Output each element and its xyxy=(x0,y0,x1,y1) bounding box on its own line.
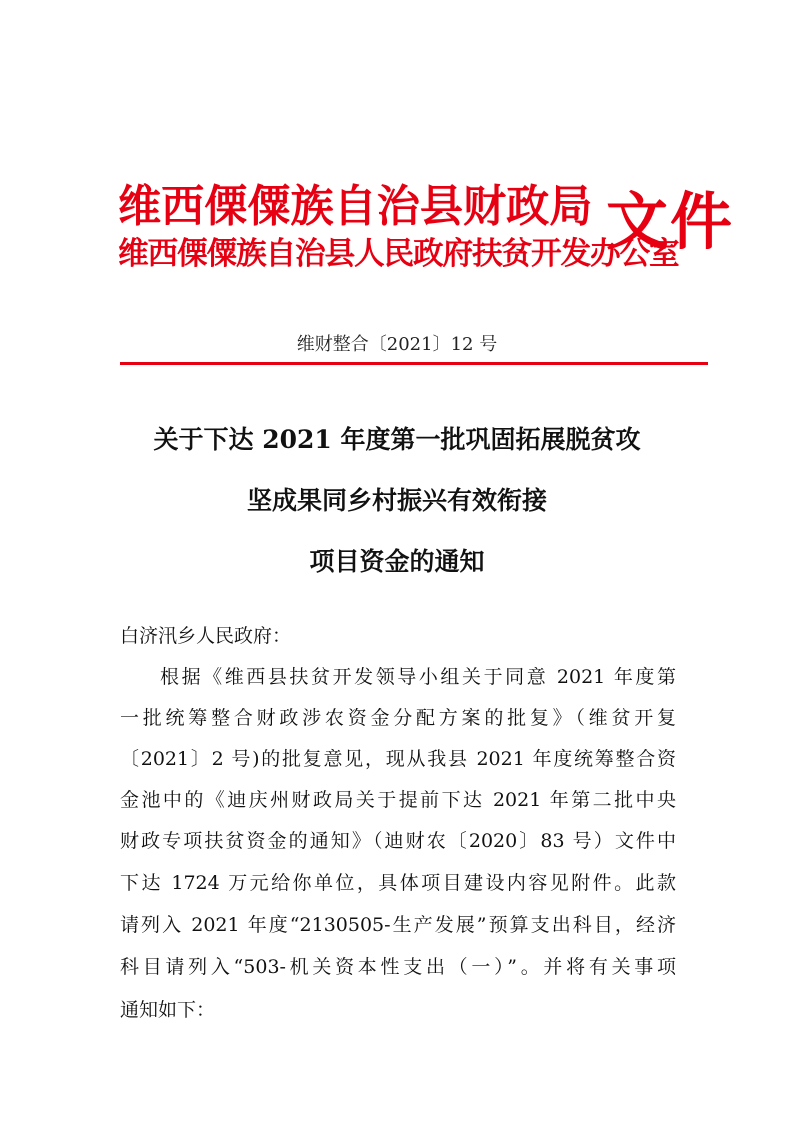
body-line: 请列入 2021 年度“2130505-生产发展”预算支出科目，经济 xyxy=(120,914,676,936)
issuing-agency-line-1: 维西傈僳族自治县财政局 xyxy=(118,181,593,232)
body-line: 根据《维西县扶贫开发领导小组关于同意 2021 年度第 xyxy=(160,666,676,688)
body-line: 〔2021〕2 号)的批复意见，现从我县 2021 年度统筹整合资 xyxy=(120,748,676,770)
salutation: 白济汛乡人民政府： xyxy=(120,625,292,647)
body-line: 科目请列入“503-机关资本性支出（一）”。并将有关事项 xyxy=(120,956,676,978)
title-line-2: 坚成果同乡村振兴有效衔接 xyxy=(246,486,547,515)
document-type-label: 文件 xyxy=(606,185,735,258)
body-line: 金池中的《迪庆州财政局关于提前下达 2021 年第二批中央 xyxy=(120,789,676,811)
red-divider-line xyxy=(120,362,708,365)
document-number: 维财整合〔2021〕12 号 xyxy=(296,334,498,355)
issuing-agency-line-2: 维西傈僳族自治县人民政府扶贫开发办公室 xyxy=(118,236,679,272)
body-line: 下达 1724 万元给你单位，具体项目建设内容见附件。此款 xyxy=(120,872,676,894)
body-line: 一批统筹整合财政涉农资金分配方案的批复》（维贫开复 xyxy=(120,707,676,729)
document-header xyxy=(118,168,735,292)
title-line-3: 项目资金的通知 xyxy=(309,547,485,576)
body-line: 财政专项扶贫资金的通知》（迪财农〔2020〕83 号）文件中 xyxy=(120,830,676,852)
title-line-1: 关于下达 2021 年度第一批巩固拓展脱贫攻 xyxy=(153,425,641,454)
body-line: 通知如下： xyxy=(120,999,216,1021)
